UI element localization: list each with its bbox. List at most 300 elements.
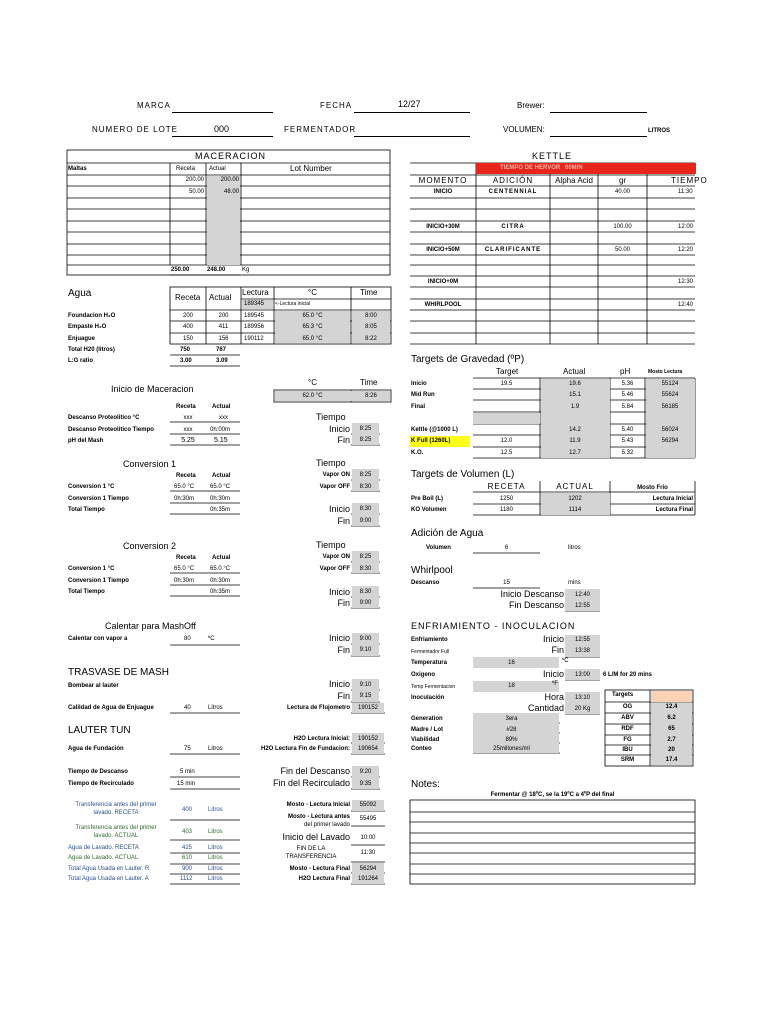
vol-r2-actual: 1114 [568,507,582,513]
desc-col-receta: Receta [176,404,196,410]
target-abv-value: 6.2 [667,715,676,721]
malta2-actual: 48.00 [223,189,239,195]
boil-time-label: TIEMPO DE HERVOR [500,165,561,171]
agua-r3-actual: 156 [218,336,229,342]
whirl-desc: 15 [503,580,510,586]
kettle-r5-tiempo: 12:40 [678,302,694,308]
conv1-r3-label: Total Tiempo [68,507,105,513]
conv2-tiempo-label: Tiempo [316,540,346,550]
conv2-r1-actual: 65.0 °C [210,566,231,572]
grav-r5-ph: 5.43 [621,438,634,444]
agua-r3-lectura: 190112 [244,336,264,342]
t1-label-a: Transferencia antes del primer [75,802,157,808]
trasvase-inicio: 9:10 [359,682,372,688]
col-lot: Lot Number [290,164,332,173]
mashoff-fin: 9:10 [359,647,372,653]
fin-trans: 11:30 [360,850,376,856]
conv1-r1-actual: 65.0 °C [210,484,231,490]
grav-r6-actual: 12.7 [569,450,581,456]
grav-r4-ph: 5.40 [621,427,634,433]
inicio-time-label: Time [360,378,378,387]
a4-unit: Litros [208,876,223,882]
grav-r5-actual: 11.9 [569,438,581,444]
madre-label: Madre / Lot [411,727,444,733]
a4-value: 1112 [180,876,193,882]
h2o-final-label: H2O Lectura Final [298,876,350,882]
t2-unit: Litros [208,829,223,835]
h2o-ini-label: H2O Lectura Inicial: [293,736,350,742]
h2o-fin: 190654 [357,746,379,752]
agua-total-receta: 750 [180,347,191,353]
whirl-desc-label: Descanso [411,580,440,586]
agua-r2-label: Empaste H₂O [68,324,107,330]
kettle-r3-gr: 50.00 [614,247,630,253]
cant-value: 20 Kg [574,706,591,712]
grav-r3-ph: 5.84 [621,404,634,410]
target-srm-value: 17.4 [665,757,678,763]
conv1-inicio: 8:30 [359,506,372,512]
whirl-fin-label: Fin Descanso [508,600,564,610]
a4-label: Total Agua Usada en Lauter. A [68,876,149,882]
malta1-actual: 200.00 [220,177,239,183]
inicio-macer-title: Inicio de Maceracion [111,384,194,394]
whirl-fin: 12:55 [574,603,590,609]
kettle-r1-momento: INICIO [433,189,453,195]
kettle-r1-tiempo: 11:30 [678,189,693,195]
temp-unit: ºC [562,658,569,664]
conv2-fin: 9:00 [359,600,372,606]
lote-label: NUMERO DE LOTE [92,125,179,134]
kettle-r3-momento: INICIO+50M [426,247,460,253]
conv1-inicio-label: Inicio [328,504,350,514]
vol-r1-receta: 1250 [499,496,514,502]
vol-r1-label: Pre Boil (L) [411,496,444,502]
fermentador-field[interactable] [354,136,470,137]
conv1-fin: 9:00 [359,518,372,524]
inicio-temp: 62.0 °C [302,393,323,399]
lote-field[interactable] [172,136,273,137]
conv2-voff: 8:30 [359,566,372,572]
agua-r2-temp: 65.3 °C [302,324,323,330]
agua-r2-actual: 411 [218,324,229,330]
agua-col-lectura: Lectura [242,288,269,297]
whirl-ini-label: Inicio Descanso [500,589,564,599]
grav-r2-actual: 15.1 [569,392,581,398]
enf-label: Enfriamiento [411,637,448,643]
grav-mosto-shade [646,379,695,458]
conv2-col-receta: Receta [176,555,196,561]
calidad-label: Calildad de Agua de Enjuague [68,705,154,711]
conv2-voff-label: Vapor OFF [319,566,350,572]
agua-col-temp: °C [308,288,317,297]
notes-text[interactable]: Fermentar @ 18ºC, se la 19ºC a 4ºP del final [490,792,615,798]
h2o-final: 191264 [357,876,379,882]
viab-value: 89% [505,737,518,743]
malta2-receta: 50.00 [188,189,204,195]
conv1-voff: 8:30 [359,484,372,490]
kettle-r5-momento: WHIRLPOOL [424,302,462,308]
grav-col-ph: pH [620,367,631,376]
lg-actual: 3.09 [216,358,228,364]
tferm-unit: ºF [552,681,558,687]
total-unit: Kg [242,267,250,273]
total-actual: 248.00 [207,267,226,273]
agua-title: Agua [68,288,92,299]
inicio-time: 8:26 [365,393,377,399]
volumen-label: VOLUMEN: [503,125,545,134]
ferm-full-label: Fermentador Full [411,649,450,655]
conv1-r1-label: Conversion 1 °C [68,484,115,490]
whirl-ini: 12:40 [574,592,590,598]
target-srm-key: SRM [620,757,635,763]
grav-r1-label: Inicio [411,381,427,387]
conteo-label: Conteo [411,746,432,752]
conv2-r3-label: Total Tiempo [68,589,105,595]
flujo-value: 190152 [357,705,379,711]
vol-col-frio: Mosto Frio [637,485,668,491]
vol-r2-frio: Lectura Final [655,507,693,513]
grav-r4-actual: 14.2 [569,427,581,433]
conv2-title: Conversion 2 [123,541,177,551]
boil-time-value: 60MIN [565,165,583,171]
grav-r3-actual: 1.9 [570,404,580,410]
conteo-value: 25millones/ml [493,746,530,752]
vol-r2-receta: 1180 [500,507,513,513]
target-fg-value: 2.7 [667,737,676,743]
desc-fin-label: Fin [337,435,350,445]
mosto-antes: 55495 [359,816,377,822]
mosto-fin-label: Mosto - Lectura Final [289,866,350,872]
fin-recirc: 9:35 [359,781,372,787]
volumen-title: Targets de Volumen (L) [411,469,515,480]
kettle-r1-adicion: CENTENNIAL [488,189,538,195]
conv1-r2-label: Conversion 1 Tiempo [68,496,129,502]
vol-r1-frio: Lectura Inicial [652,496,693,502]
inicio-lav-label: Inicio del Lavado [282,832,350,842]
enf-fin-label: Fin [551,645,564,655]
conv2-r3-actual: 0h:35m [210,589,231,595]
trasvase-fin: 9:15 [359,693,372,699]
oxi-label: Oxigeno [411,672,436,678]
conv2-r1-label: Conversion 1 °C [68,566,115,572]
grav-r5-mosto: 56294 [661,438,679,444]
conv2-von-label: Vapor ON [322,554,350,560]
lg-label: L:G ratio [68,358,93,364]
adicion-value: 6 [504,545,509,551]
conv1-von: 8:25 [359,472,372,478]
conv1-voff-label: Vapor OFF [319,484,350,490]
conv2-r2-label: Conversion 1 Tiempo [68,578,129,584]
a2-label: Agua de Lavado. ACTUAL [68,855,139,861]
enf-fin: 13:38 [574,648,590,654]
desc-r2-actual: 0h:00m [210,427,231,433]
gen-value: 3era [505,716,518,722]
recirc-value: 15 min [177,781,196,787]
conv1-tiempo-label: Tiempo [316,458,346,468]
grav-col-target: Target [496,367,519,376]
recirc-label: Tiempo de Recirculado [68,781,134,787]
lauter-title: LAUTER TUN [68,725,131,736]
enf-inicio: 12:55 [574,637,590,643]
grav-r1-actual: 19.6 [569,381,581,387]
agua-r1-receta: 200 [182,313,193,319]
target-rdf-key: RDF [621,726,634,732]
grav-col-actual: Actual [563,367,586,376]
inoc-label: Inoculación [411,695,445,701]
conv1-r3-actual: 0h:35m [210,507,231,513]
conv2-r2-receta: 0h:30m [174,578,195,584]
desc-r2-receta: xxx [183,427,193,433]
fecha-value: 12/27 [398,99,421,109]
target-rdf-value: 65 [668,726,675,732]
kettle-r3-adicion: CLARIFICANTE [484,247,542,253]
vol-r1-actual: 1202 [568,496,582,502]
conv2-col-actual: Actual [212,555,231,561]
conv2-inicio: 8:30 [359,589,372,595]
target-abv-key: ABV [621,715,634,721]
h2o-fin-label: H2O Lectura Fin de Fundacion: [260,746,350,752]
a3-unit: Litros [208,866,223,872]
trasvase-bombear: Bombear al lauter [68,683,119,689]
tferm-value: 18 [508,683,515,689]
oxi-inicio-label: Inicio [542,669,564,679]
grav-r2-mosto: 55624 [661,392,679,398]
madre-value: #28 [506,727,517,733]
lg-receta: 3.00 [180,358,192,364]
whirl-desc-unit: mins [568,580,581,586]
target-ibu-key: IBU [622,747,633,753]
conv1-r1-receta: 65.0 °C [174,484,195,490]
fin-trans-a: FIN DE LA [296,846,326,852]
target-og-value: 12.4 [665,704,678,710]
oxi-inicio: 13:00 [574,672,590,678]
a1-label: Agua de Lavado. RECETA [68,845,139,851]
trasvase-title: TRASVASE DE MASH [68,667,169,678]
conv2-fin-label: Fin [337,598,350,608]
conv1-title: Conversion 1 [123,459,177,469]
conv1-von-label: Vapor ON [322,472,350,478]
inicio-lav: 10:00 [360,835,376,841]
mashoff-label: Calentar con vapor a [68,636,128,642]
vol-col-receta: RECETA [487,482,526,491]
temp-value: 16 [508,660,515,666]
grav-r6-label: K.O. [411,450,424,456]
desc-r1-actual: xxx [219,415,228,421]
fin-trans-b: TRANSFERENCIA [285,854,337,860]
mashoff-fin-label: Fin [337,645,350,655]
agua-col-actual: Actual [209,293,232,302]
target-og-key: OG [622,704,633,710]
target-fg-key: FG [623,737,632,743]
fund-value: 75 [184,746,191,752]
agua-r1-time: 8:00 [365,313,377,319]
enf-title: ENFRIAMIENTO - INOCULACION [411,621,576,631]
targets-header-shade [651,691,692,702]
notes-title: Notes: [411,779,440,790]
conv1-fin-label: Fin [337,516,350,526]
kettle-r2-tiempo: 12:00 [678,224,694,230]
calidad-value: 40 [184,705,191,711]
desc-r1-receta: xxx [183,415,193,421]
kettle-col-alpha: Alpha Acid [555,176,593,185]
mosto-fin: 56294 [359,866,377,872]
agua-r2-receta: 400 [182,324,193,330]
desc-r3-actual: 5.15 [214,437,228,444]
brewer-field[interactable] [550,112,647,113]
agua-r3-receta: 150 [182,336,193,342]
cant-label: Cantidad [527,703,564,713]
agua-r3-label: Enjuague [68,336,96,342]
agua-r2-time: 8:05 [365,324,377,330]
adicion-title: Adición de Agua [411,528,484,539]
kettle-r1-gr: 40.00 [614,189,630,195]
a2-value: 610 [182,855,193,861]
h2o-ini: 190152 [357,736,379,742]
adicion-unit: litros [568,545,581,551]
kettle-col-adicion: ADICIÓN [492,176,534,185]
oxi-note: 6 L/M for 20 mins [603,672,653,678]
conv2-von: 8:25 [359,554,372,560]
a1-unit: Litros [208,845,223,851]
desc-tiempo-label: Tiempo [316,412,346,422]
tferm-label: Temp Fermentacion [411,684,456,690]
grav-r1-ph: 5.36 [621,381,634,387]
grav-r1-mosto: 55124 [661,381,679,387]
agua-r3-temp: 65.0 °C [302,336,323,342]
grav-r2-label: Mid Run [411,392,435,398]
kettle-r2-momento: INICIO+30M [426,224,460,230]
agua-col-receta: Receta [175,293,201,302]
kettle-r4-tiempo: 12:30 [678,279,694,285]
lectura-note: <-Lectura inicial [275,301,311,307]
a1-value: 425 [182,845,193,851]
trasvase-fin-label: Fin [337,691,350,701]
grav-col-mosto: Mosto Lectura [648,369,683,375]
col-receta: Receta [176,166,196,172]
kettle-r4-momento: INICIO+0M [427,279,459,285]
mosto-ini: 55092 [359,802,377,808]
a3-label: Total Agua Usada en Lauter. R [68,866,150,872]
grav-r4-label: Kettle (@1000 L) [411,427,458,433]
desc-fin: 8:25 [359,437,372,443]
t1-value: 400 [182,807,193,813]
mosto-antes-a: Mosto - Lectura antes [287,814,350,820]
vol-r2-label: KO Volumen [411,507,447,513]
desc-r3-label: pH del Mash [68,438,104,444]
col-actual: Actual [209,166,226,172]
agua-r1-actual: 200 [218,313,229,319]
hora-value: 13:10 [574,695,590,701]
flujo-label: Lectura de Flujometro [286,705,350,711]
inicio-temp-label: °C [308,378,317,387]
kettle-col-momento: MOMENTO [418,176,468,185]
trasvase-inicio-label: Inicio [328,679,350,689]
agua-r2-lectura: 189956 [244,324,265,330]
enf-inicio-label: Inicio [542,634,564,644]
lote-value: 000 [214,124,230,134]
malta1-receta: 200.00 [185,177,204,183]
vol-col-actual: ACTUAL [556,482,594,491]
col-maltas: Maltas [68,166,87,172]
desc-r1-label: Descanso Proteolitico °C [68,415,140,421]
t1-unit: Litros [208,807,223,813]
mashoff-unit: ºC [208,636,215,642]
grav-r5-target: 12.0 [500,438,513,444]
agua-col-time: Time [360,288,378,297]
targets-title: Targets [612,692,634,698]
fund-label: Agua de Fundación [68,746,124,752]
grav-actual-shade [541,379,610,458]
t2-label-b: lavado. ACTUAL [93,833,139,839]
t2-label-a: Transferencia antes del primer [75,825,157,831]
desc-r2-label: Descanso Proteolitico Tiempo [68,427,154,433]
gravedad-title: Targets de Gravedad (ºP) [411,354,525,365]
kettle-r2-gr: 100.00 [613,224,632,230]
kettle-r2-adicion: CITRA [501,224,525,230]
kettle-col-gr: gr [618,176,627,185]
kettle-col-tiempo: TIEMPO [671,176,708,185]
grav-r3-mosto: 56185 [661,404,679,410]
fin-desc-label: Fin del Descanso [280,766,350,776]
conv2-r1-receta: 65.0 °C [174,566,195,572]
fin-recirc-label: Fin del Recirculado [272,778,350,788]
marca-field[interactable] [172,112,273,113]
lectura-inicial: 189345 [244,301,265,307]
marca-label: MARCA [137,101,171,110]
desc-r3-receta: 5.25 [181,437,195,444]
fecha-field[interactable] [354,112,470,113]
mashoff-value: 80 [184,636,191,642]
conv1-col-receta: Receta [176,473,196,479]
agua-r3-time: 8:22 [365,336,377,342]
mosto-antes-b: del primer lavado [303,822,350,828]
grav-r6-ph: 5.32 [621,450,634,456]
mashoff-title: Calentar para MashOff [105,621,196,631]
target-ibu-value: 20 [668,747,675,753]
volumen-field[interactable] [550,136,647,137]
grav-r3-label: Final [411,404,426,410]
a2-unit: Litros [208,855,223,861]
grav-r2-ph: 5.46 [621,392,634,398]
grav-r1-target: 19.5 [500,381,513,387]
maceracion-title: MACERACION [195,151,267,161]
agua-total-actual: 767 [216,347,227,353]
brewer-label: Brewer: [517,101,545,110]
desc-inicio-label: Inicio [328,424,350,434]
t1-label-b: lavado. RECETA [93,810,139,816]
desc-tiempo-lauter: 5 min [180,769,195,775]
agua-r1-lectura: 189545 [244,313,265,319]
desc-inicio: 8:25 [359,426,372,432]
hora-label: Hora [544,692,564,702]
kettle-title: KETTLE [532,151,573,161]
fund-unit: Litros [208,746,223,752]
kettle-r3-tiempo: 12:20 [678,247,694,253]
targets-shade [651,703,692,765]
desc-col-actual: Actual [212,404,231,410]
viab-label: Viabilidad [411,737,440,743]
grav-shade-a [473,413,540,424]
volumen-unit: LITROS [648,128,670,134]
conv2-inicio-label: Inicio [328,587,350,597]
a3-value: 900 [182,866,193,872]
fermentador-label: FERMENTADOR [284,125,357,134]
agua-r1-temp: 65.0 °C [302,313,323,319]
mashoff-inicio-label: Inicio [328,633,350,643]
agua-total-label: Total H20 (litros) [68,347,115,353]
agua-r1-label: Foundacion H₂O [68,313,116,319]
conv1-r2-receta: 0h:30m [174,496,195,502]
